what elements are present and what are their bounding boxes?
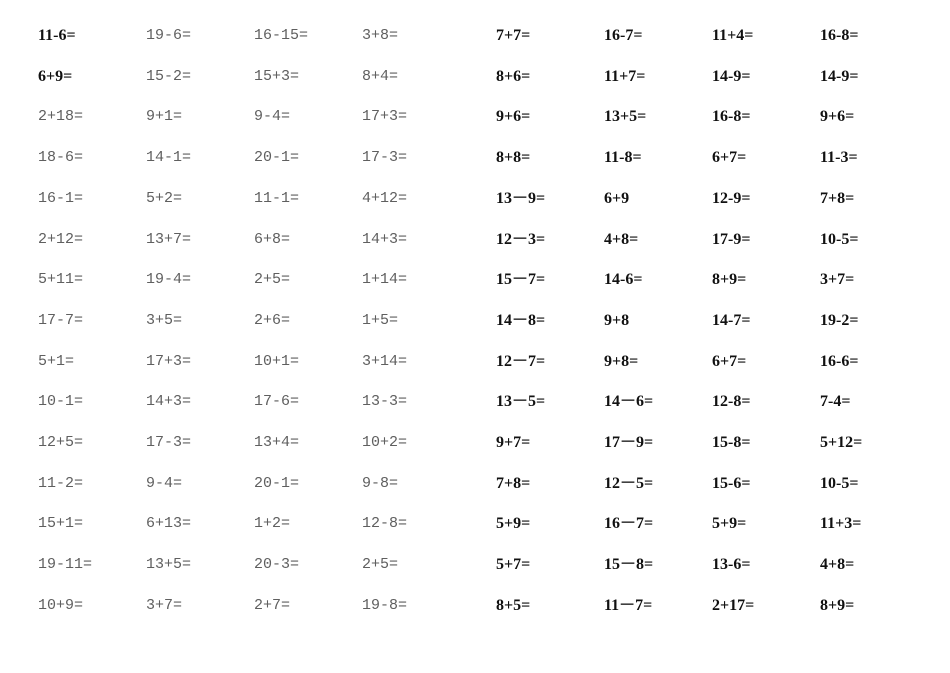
math-problem: 1+14= xyxy=(362,271,408,288)
math-problem: 19-6= xyxy=(146,27,192,44)
math-problem: 1+5= xyxy=(362,312,399,329)
math-problem: 10+2= xyxy=(362,434,408,451)
math-problem: 14-6= xyxy=(604,271,643,288)
math-problem: 16-7= xyxy=(604,27,643,44)
math-problem: 14-7= xyxy=(712,312,751,329)
problem-row xyxy=(0,350,950,374)
math-problem: 16-6= xyxy=(820,353,859,370)
math-problem: 20-3= xyxy=(254,556,300,573)
math-problem: 2+5= xyxy=(362,556,399,573)
math-problem: 12-8= xyxy=(362,515,408,532)
math-problem: 15+3= xyxy=(254,68,300,85)
problem-row xyxy=(0,472,950,496)
math-problem: 17-9= xyxy=(712,231,751,248)
math-problem: 6+7= xyxy=(712,149,747,166)
math-problem: 16－7= xyxy=(604,515,654,532)
math-problem: 2+7= xyxy=(254,597,291,614)
math-problem: 15－7= xyxy=(496,271,546,288)
math-problem: 2+12= xyxy=(38,231,84,248)
math-problem: 5+2= xyxy=(146,190,183,207)
math-problem: 17-3= xyxy=(146,434,192,451)
math-problem: 15-2= xyxy=(146,68,192,85)
math-problem: 7+8= xyxy=(820,190,855,207)
math-problem: 8+9= xyxy=(820,597,855,614)
math-problem: 11+3= xyxy=(820,515,862,532)
math-problem: 20-1= xyxy=(254,149,300,166)
math-problem: 10-5= xyxy=(820,231,859,248)
math-problem: 8+8= xyxy=(496,149,531,166)
math-problem: 17+3= xyxy=(362,108,408,125)
math-problem: 11-8= xyxy=(604,149,642,166)
math-problem: 4+12= xyxy=(362,190,408,207)
math-problem: 14+3= xyxy=(146,393,192,410)
math-problem: 7-4= xyxy=(820,393,851,410)
math-problem: 17-6= xyxy=(254,393,300,410)
math-problem: 6+7= xyxy=(712,353,747,370)
math-problem: 11－7= xyxy=(604,597,653,614)
math-problem: 9+8 xyxy=(604,312,630,329)
problem-row xyxy=(0,228,950,252)
math-problem: 16-8= xyxy=(820,27,859,44)
math-problem: 5+11= xyxy=(38,271,84,288)
math-problem: 10-1= xyxy=(38,393,84,410)
math-problem: 12-8= xyxy=(712,393,751,410)
math-problem: 17+3= xyxy=(146,353,192,370)
math-problem: 10+1= xyxy=(254,353,300,370)
math-problem: 9-8= xyxy=(362,475,399,492)
math-problem: 18-6= xyxy=(38,149,84,166)
math-problem: 13+5= xyxy=(604,108,647,125)
math-problem: 6+13= xyxy=(146,515,192,532)
math-problem: 2+5= xyxy=(254,271,291,288)
problem-row xyxy=(0,187,950,211)
math-problem: 5+1= xyxy=(38,353,75,370)
math-problem: 8+6= xyxy=(496,68,531,85)
math-problem: 15-6= xyxy=(712,475,751,492)
math-problem: 11-3= xyxy=(820,149,858,166)
math-problem: 3+5= xyxy=(146,312,183,329)
math-problem: 17－9= xyxy=(604,434,654,451)
math-problem: 7+8= xyxy=(496,475,531,492)
problem-row xyxy=(0,105,950,129)
math-problem: 11-1= xyxy=(254,190,300,207)
math-problem: 15－8= xyxy=(604,556,654,573)
math-problem: 17-7= xyxy=(38,312,84,329)
math-problem: 10-5= xyxy=(820,475,859,492)
math-problem: 2+17= xyxy=(712,597,755,614)
math-problem: 12－7= xyxy=(496,353,546,370)
math-problem: 5+9= xyxy=(712,515,747,532)
math-problem: 13+4= xyxy=(254,434,300,451)
problem-row xyxy=(0,309,950,333)
math-problem: 9-4= xyxy=(146,475,183,492)
math-problem: 13+7= xyxy=(146,231,192,248)
problem-row xyxy=(0,24,950,48)
math-problem: 6+9= xyxy=(38,68,73,85)
math-problem: 9+1= xyxy=(146,108,183,125)
math-problem: 13-6= xyxy=(712,556,751,573)
math-problem: 5+12= xyxy=(820,434,863,451)
math-problem: 14-1= xyxy=(146,149,192,166)
math-problem: 4+8= xyxy=(604,231,639,248)
math-problem: 11+4= xyxy=(712,27,754,44)
math-problem: 12-9= xyxy=(712,190,751,207)
problem-row xyxy=(0,65,950,89)
math-problem: 14-9= xyxy=(712,68,751,85)
math-problem: 2+18= xyxy=(38,108,84,125)
math-problem: 15-8= xyxy=(712,434,751,451)
math-problem: 19-8= xyxy=(362,597,408,614)
math-problem: 9-4= xyxy=(254,108,291,125)
math-problem: 3+7= xyxy=(146,597,183,614)
math-problem: 16-1= xyxy=(38,190,84,207)
math-problem: 2+6= xyxy=(254,312,291,329)
math-problem: 8+5= xyxy=(496,597,531,614)
math-problem: 5+7= xyxy=(496,556,531,573)
math-problem: 19-2= xyxy=(820,312,859,329)
math-problem: 3+14= xyxy=(362,353,408,370)
math-problem: 8+9= xyxy=(712,271,747,288)
math-problem: 6+8= xyxy=(254,231,291,248)
math-problem: 13-3= xyxy=(362,393,408,410)
math-problem: 12－5= xyxy=(604,475,654,492)
math-problem: 16-15= xyxy=(254,27,309,44)
problem-row xyxy=(0,594,950,618)
math-problem: 13－9= xyxy=(496,190,546,207)
math-problem: 14+3= xyxy=(362,231,408,248)
math-problem: 11-6= xyxy=(38,27,76,44)
math-problem: 13+5= xyxy=(146,556,192,573)
math-problem: 14－6= xyxy=(604,393,654,410)
problem-row xyxy=(0,431,950,455)
math-problem: 13－5= xyxy=(496,393,546,410)
problem-row xyxy=(0,390,950,414)
math-problem: 11-2= xyxy=(38,475,84,492)
problem-row xyxy=(0,512,950,536)
math-problem: 14-9= xyxy=(820,68,859,85)
math-problem: 10+9= xyxy=(38,597,84,614)
math-problem: 9+8= xyxy=(604,353,639,370)
math-problem: 19-11= xyxy=(38,556,93,573)
math-problem: 4+8= xyxy=(820,556,855,573)
math-problem: 6+9 xyxy=(604,190,630,207)
math-problem: 3+7= xyxy=(820,271,855,288)
math-problem: 16-8= xyxy=(712,108,751,125)
math-problem: 19-4= xyxy=(146,271,192,288)
math-problem: 3+8= xyxy=(362,27,399,44)
problem-row xyxy=(0,553,950,577)
math-problem: 7+7= xyxy=(496,27,531,44)
math-problem: 5+9= xyxy=(496,515,531,532)
math-problem: 12+5= xyxy=(38,434,84,451)
math-problem: 14－8= xyxy=(496,312,546,329)
math-problem: 12－3= xyxy=(496,231,546,248)
math-problem: 1+2= xyxy=(254,515,291,532)
math-problem: 20-1= xyxy=(254,475,300,492)
math-problem: 8+4= xyxy=(362,68,399,85)
math-problem: 9+6= xyxy=(496,108,531,125)
problem-row xyxy=(0,146,950,170)
math-problem: 15+1= xyxy=(38,515,84,532)
math-problem: 9+6= xyxy=(820,108,855,125)
math-problem: 11+7= xyxy=(604,68,646,85)
problem-row xyxy=(0,268,950,292)
math-problem: 9+7= xyxy=(496,434,531,451)
math-problem: 17-3= xyxy=(362,149,408,166)
